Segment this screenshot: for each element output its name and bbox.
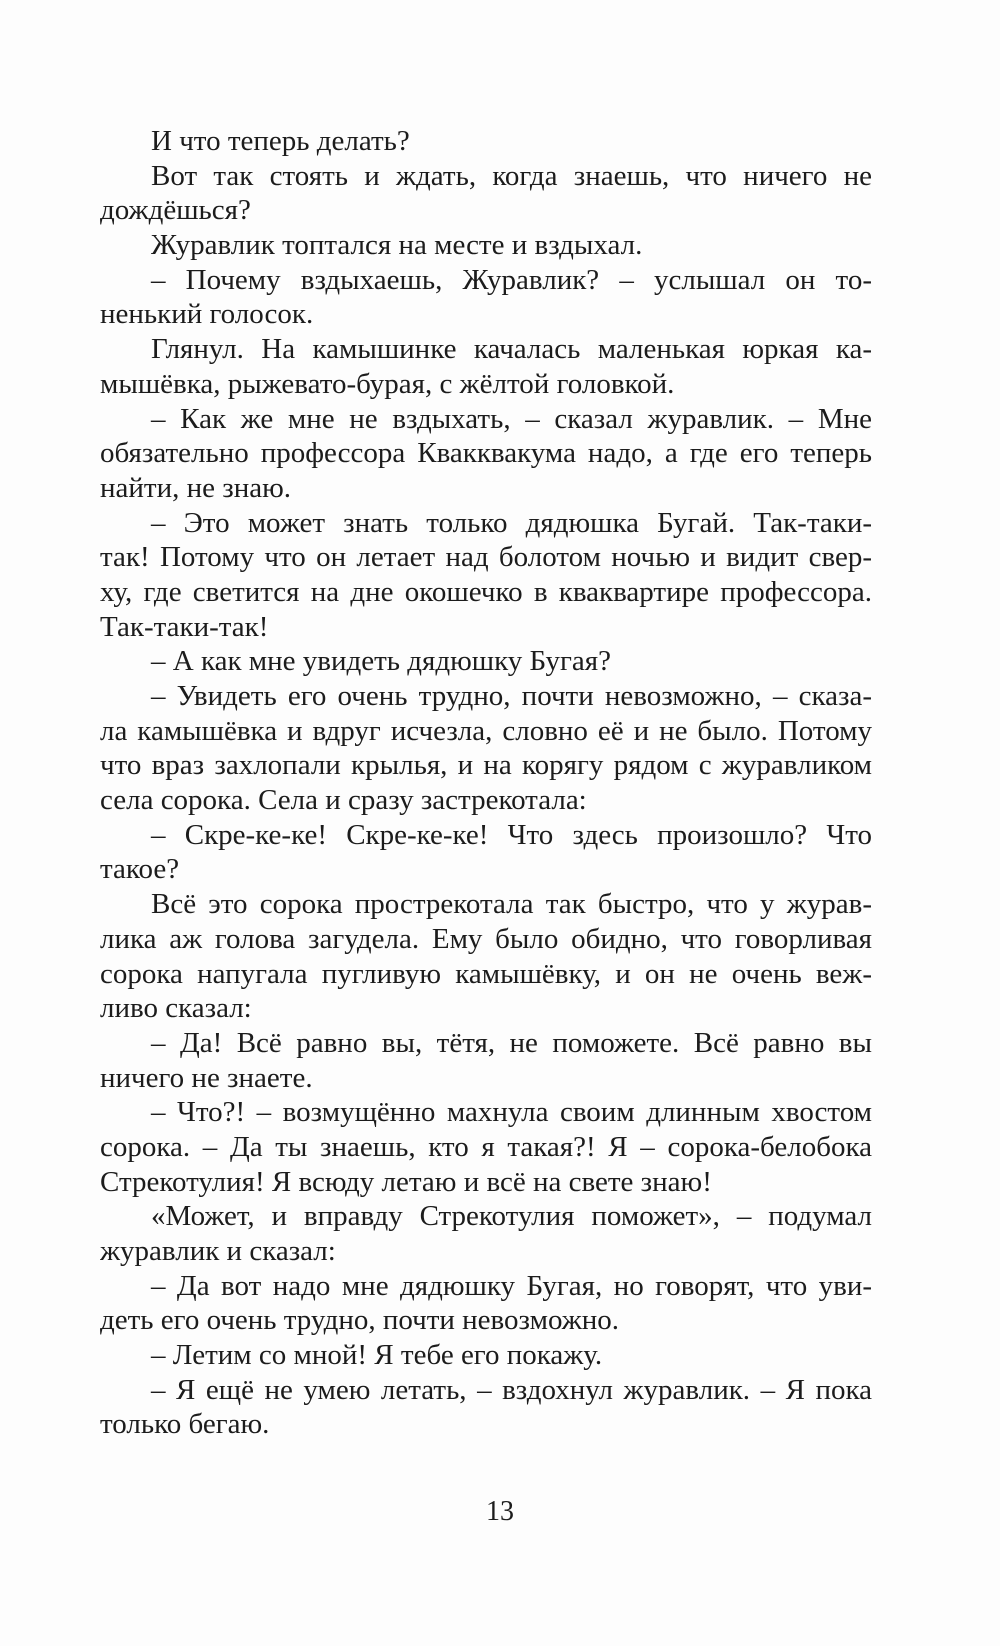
text-line: такое?: [100, 853, 180, 886]
text-line: – Почему вздыхаешь, Журавлик? – услышал он то-: [151, 263, 872, 296]
text-line: Так-таки-так!: [100, 610, 269, 643]
text-line: Вот так стоять и ждать, когда знаешь, что ничего не: [151, 159, 872, 192]
text-line: что враз захлопали крылья, и на корягу рядом с журавликом: [100, 749, 872, 782]
text-line: только бегаю.: [100, 1408, 270, 1441]
text-line: обязательно профессора Квакквакума надо, а где его теперь: [100, 437, 872, 470]
text-line: журавлик и сказал:: [100, 1235, 336, 1267]
text-line: – Я ещё не умею летать, – вздохнул журавлик. – Я пока: [151, 1373, 872, 1406]
text-line: ненький голосок.: [100, 298, 314, 331]
text-line: села сорока. Села и сразу застрекотала:: [100, 784, 587, 817]
text-line: сорока напугала пугливую камышёвку, и он не очень веж-: [100, 957, 872, 990]
text-line: найти, не знаю.: [100, 471, 292, 504]
text-line: И что теперь делать?: [151, 125, 410, 157]
text-line: ла камышёвка и вдруг исчезла, словно её и не было. Потому: [100, 714, 872, 747]
text-line: – А как мне увидеть дядюшку Бугая?: [151, 645, 611, 678]
text-line: – Летим со мной! Я тебе его покажу.: [151, 1339, 603, 1372]
text-line: лика аж голова загудела. Ему было обидно, что говорливая: [100, 922, 872, 955]
text-line: ху, где светится на дне окошечко в кваквартире профессора.: [100, 575, 872, 608]
text-line: – Увидеть его очень трудно, почти невозможно, – сказа-: [151, 680, 872, 712]
text-line: дождёшься?: [100, 194, 251, 227]
text-line: Всё это сорока прострекотала так быстро, что у журав-: [151, 888, 872, 921]
page-number: 13: [486, 1496, 514, 1527]
text-line: ничего не знаете.: [100, 1061, 313, 1094]
text-line: – Да! Всё равно вы, тётя, не поможете. Всё равно вы: [151, 1026, 872, 1059]
body-text: [100, 124, 872, 1442]
text-line: – Как же мне не вздыхать, – сказал журавлик. – Мне: [151, 402, 872, 435]
text-line: Стрекотулия! Я всюду летаю и всё на свете знаю!: [100, 1165, 712, 1198]
text-line: – Да вот надо мне дядюшку Бугая, но говорят, что уви-: [151, 1269, 872, 1302]
text-line: деть его очень трудно, почти невозможно.: [100, 1304, 620, 1337]
text-line: – Это может знать только дядюшка Бугай. Так-таки-: [151, 506, 872, 539]
text-line: ливо сказал:: [100, 992, 252, 1025]
text-line: сорока. – Да ты знаешь, кто я такая?! Я – сорока-белобока: [100, 1130, 872, 1163]
text-line: «Может, и вправду Стрекотулия поможет», – подумал: [151, 1200, 872, 1233]
text-line: так! Потому что он летает над болотом ночью и видит свер-: [100, 541, 872, 574]
text-line: Глянул. На камышинке качалась маленькая юркая ка-: [151, 333, 872, 366]
text-line: Журавлик топтался на месте и вздыхал.: [151, 229, 643, 262]
text-line: – Скре-ке-ке! Скре-ке-ке! Что здесь произошло? Что: [151, 818, 872, 851]
text-line: мышёвка, рыжевато-бурая, с жёлтой головкой.: [100, 367, 675, 400]
text-line: – Что?! – возмущённо махнула своим длинным хвостом: [151, 1096, 872, 1129]
